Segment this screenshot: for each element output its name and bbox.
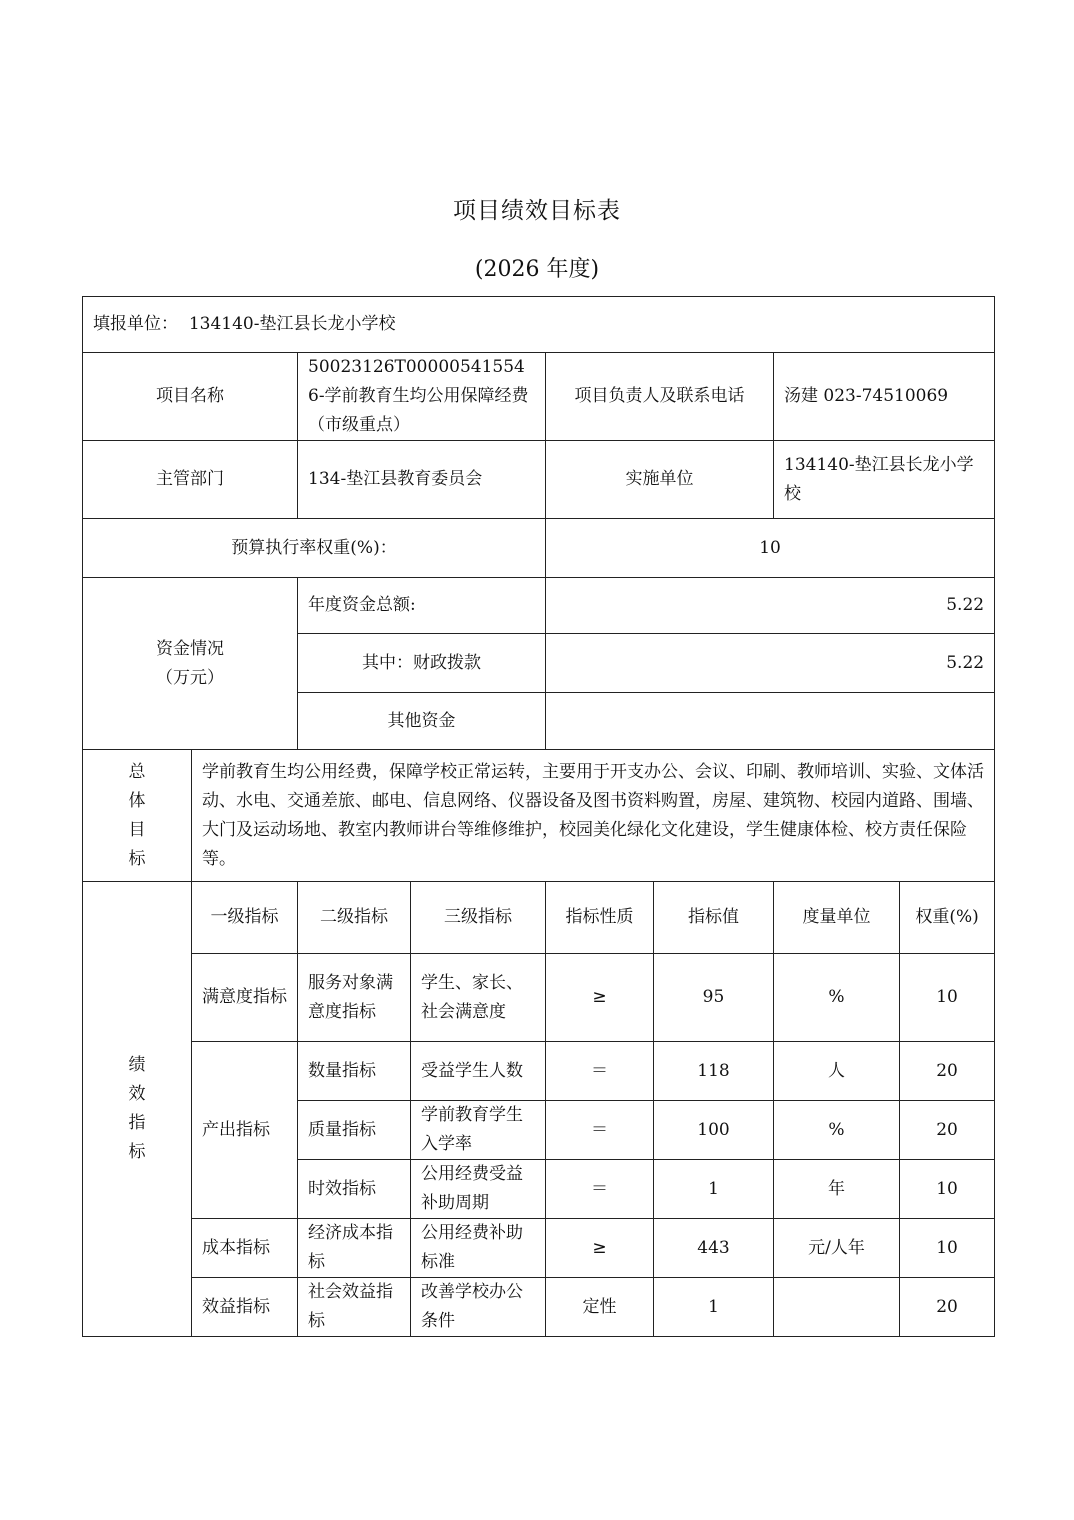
table-row <box>83 1219 995 1278</box>
fiscal-allocation-label: 其中：财政拨款 <box>298 634 546 693</box>
value-cell: 1 <box>654 1160 774 1219</box>
nature-cell: ≥ <box>546 954 654 1042</box>
project-name-value: 50023126T000005415546-学前教育生均公用保障经费（市级重点） <box>298 353 546 441</box>
funds-label-line2: （万元） <box>156 667 224 688</box>
header-nature: 指标性质 <box>546 882 654 954</box>
implementing-unit-label: 实施单位 <box>546 441 774 519</box>
value-cell: 1 <box>654 1278 774 1337</box>
level3-cell: 公用经费受益补助周期 <box>411 1160 546 1219</box>
annual-total-label: 年度资金总额: <box>298 578 546 634</box>
level2-cell: 社会效益指标 <box>298 1278 411 1337</box>
table-row <box>83 1278 995 1337</box>
unit-cell <box>774 1278 900 1337</box>
project-contact-label: 项目负责人及联系电话 <box>546 353 774 441</box>
nature-cell: 定性 <box>546 1278 654 1337</box>
level2-cell: 服务对象满意度指标 <box>298 954 411 1042</box>
department-label: 主管部门 <box>83 441 298 519</box>
annual-total-value: 5.22 <box>546 578 995 634</box>
weight-cell: 10 <box>900 954 995 1042</box>
value-cell: 100 <box>654 1101 774 1160</box>
budget-weight-value: 10 <box>546 519 995 578</box>
overall-goal-label: 总 体 目 标 <box>83 750 192 882</box>
project-contact-value: 汤建 023-74510069 <box>774 353 995 441</box>
unit-cell: % <box>774 954 900 1042</box>
level3-cell: 学生、家长、社会满意度 <box>411 954 546 1042</box>
funds-label <box>83 578 298 750</box>
level1-cell: 成本指标 <box>192 1219 298 1278</box>
header-value: 指标值 <box>654 882 774 954</box>
other-funds-value <box>546 693 995 750</box>
weight-cell: 20 <box>900 1278 995 1337</box>
table-row <box>83 954 995 1042</box>
value-cell: 443 <box>654 1219 774 1278</box>
level2-cell: 经济成本指标 <box>298 1219 411 1278</box>
nature-cell: ＝ <box>546 1042 654 1101</box>
nature-cell: ＝ <box>546 1160 654 1219</box>
header-level1: 一级指标 <box>192 882 298 954</box>
weight-cell: 10 <box>900 1219 995 1278</box>
document-year: (2026 年度) <box>474 257 600 282</box>
level2-cell: 数量指标 <box>298 1042 411 1101</box>
overall-goal-text: 学前教育生均公用经费，保障学校正常运转，主要用于开支办公、会议、印刷、教师培训、实验、文体活动、水电、交通差旅、邮电、信息网络、仪器设备及图书资料购置，房屋、建筑物、校园内道路、围墙、大门及运动场地、教室内教师讲台等维修维护，校园美化绿化文化建设，学生健康体检、校方责任保险等。 <box>192 750 995 882</box>
level1-cell: 满意度指标 <box>192 954 298 1042</box>
funds-label-line1: 资金情况 <box>156 638 224 659</box>
level2-cell: 质量指标 <box>298 1101 411 1160</box>
header-level2: 二级指标 <box>298 882 411 954</box>
header-level3: 三级指标 <box>411 882 546 954</box>
fiscal-allocation-value: 5.22 <box>546 634 995 693</box>
level1-cell: 产出指标 <box>192 1042 298 1219</box>
unit-cell: 人 <box>774 1042 900 1101</box>
level3-cell: 学前教育学生入学率 <box>411 1101 546 1160</box>
header-unit: 度量单位 <box>774 882 900 954</box>
reporting-unit-cell <box>83 297 995 353</box>
unit-cell: 元/人年 <box>774 1219 900 1278</box>
budget-weight-label: 预算执行率权重(%)： <box>83 519 546 578</box>
other-funds-label: 其他资金 <box>298 693 546 750</box>
unit-cell: 年 <box>774 1160 900 1219</box>
table-row <box>83 1042 995 1101</box>
level3-cell: 受益学生人数 <box>411 1042 546 1101</box>
implementing-unit-value: 134140-垫江县长龙小学校 <box>774 441 995 519</box>
reporting-unit-value: 134140-垫江县长龙小学校 <box>188 314 396 334</box>
unit-cell: % <box>774 1101 900 1160</box>
level3-cell: 改善学校办公条件 <box>411 1278 546 1337</box>
performance-indicator-label: 绩 效 指 标 <box>83 882 192 1337</box>
level3-cell: 公用经费补助标准 <box>411 1219 546 1278</box>
header-weight: 权重(%) <box>900 882 995 954</box>
nature-cell: ≥ <box>546 1219 654 1278</box>
nature-cell: ＝ <box>546 1101 654 1160</box>
reporting-unit-label: 填报单位： <box>93 314 178 334</box>
level2-cell: 时效指标 <box>298 1160 411 1219</box>
level1-cell: 效益指标 <box>192 1278 298 1337</box>
weight-cell: 20 <box>900 1101 995 1160</box>
weight-cell: 10 <box>900 1160 995 1219</box>
document-title: 项目绩效目标表 <box>453 198 621 224</box>
weight-cell: 20 <box>900 1042 995 1101</box>
value-cell: 95 <box>654 954 774 1042</box>
department-value: 134-垫江县教育委员会 <box>298 441 546 519</box>
project-name-label: 项目名称 <box>83 353 298 441</box>
performance-target-table <box>82 296 995 1337</box>
value-cell: 118 <box>654 1042 774 1101</box>
